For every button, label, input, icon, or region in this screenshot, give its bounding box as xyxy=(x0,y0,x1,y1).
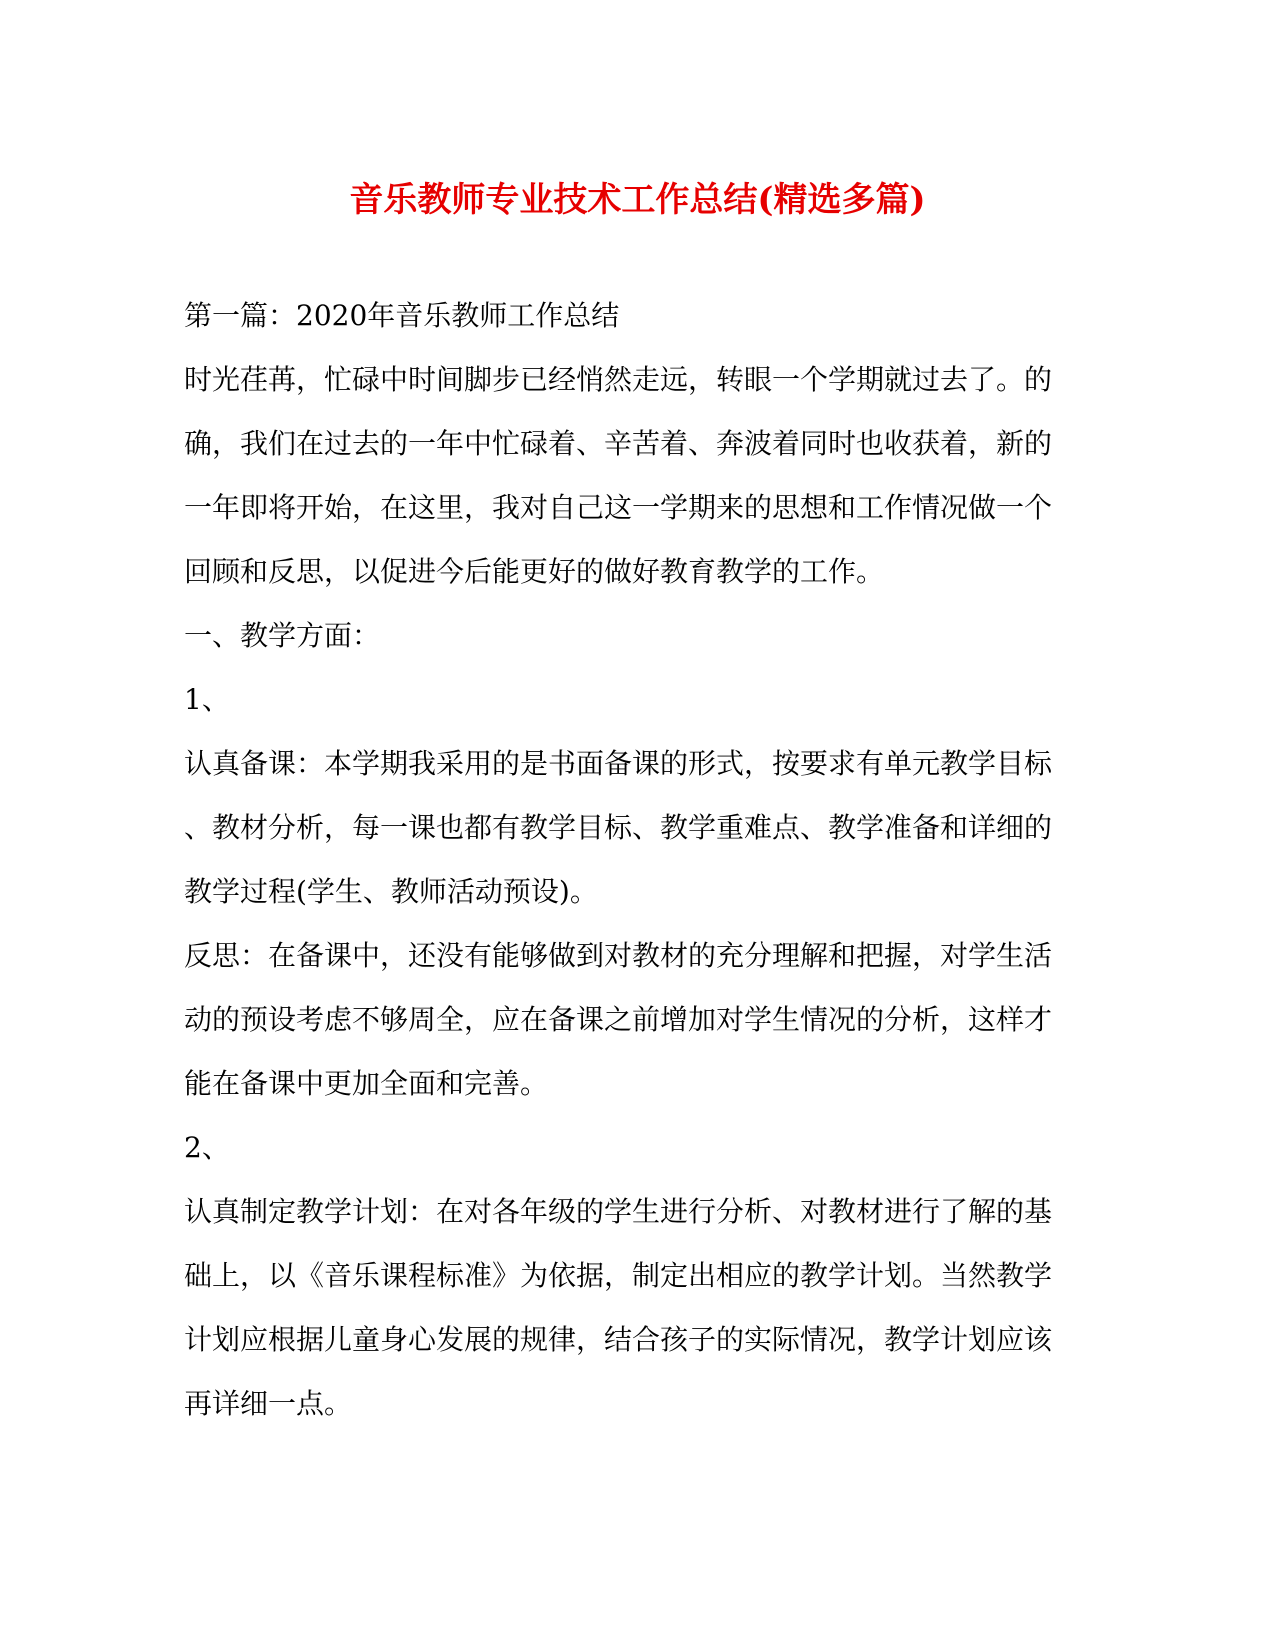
paragraph-line: 时光荏苒，忙碌中时间脚步已经悄然走远，转眼一个学期就过去了。的 xyxy=(184,363,1053,396)
paragraph-line: 、教材分析，每一课也都有教学目标、教学重难点、教学准备和详细的 xyxy=(184,811,1053,844)
paragraph-line: 动的预设考虑不够周全，应在备课之前增加对学生情况的分析，这样才 xyxy=(184,1003,1053,1036)
document-title: 音乐教师专业技术工作总结(精选多篇) xyxy=(349,180,926,220)
paragraph-line: 一年即将开始，在这里，我对自己这一学期来的思想和工作情况做一个 xyxy=(184,491,1053,524)
section-heading-part-one: 第一篇：2020年音乐教师工作总结 xyxy=(184,299,620,332)
paragraph-line: 确，我们在过去的一年中忙碌着、辛苦着、奔波着同时也收获着，新的 xyxy=(184,427,1053,460)
document-body xyxy=(184,284,1096,1436)
subheading-teaching: 一、教学方面： xyxy=(184,619,381,652)
paragraph-line: 教学过程(学生、教师活动预设)。 xyxy=(184,875,598,908)
paragraph-line: 再详细一点。 xyxy=(184,1387,353,1420)
paragraph-line: 计划应根据儿童身心发展的规律，结合孩子的实际情况，教学计划应该 xyxy=(184,1323,1053,1356)
paragraph-line: 反思：在备课中，还没有能够做到对教材的充分理解和把握，对学生活 xyxy=(184,939,1053,972)
paragraph-line: 能在备课中更加全面和完善。 xyxy=(184,1067,549,1100)
paragraph-line: 认真备课：本学期我采用的是书面备课的形式，按要求有单元教学目标 xyxy=(184,747,1053,780)
list-number-2: 2、 xyxy=(184,1131,230,1164)
list-number-1: 1、 xyxy=(184,683,230,716)
paragraph-line: 础上，以《音乐课程标准》为依据，制定出相应的教学计划。当然教学 xyxy=(184,1259,1053,1292)
paragraph-line: 回顾和反思，以促进今后能更好的做好教育教学的工作。 xyxy=(184,555,885,588)
paragraph-line: 认真制定教学计划：在对各年级的学生进行分析、对教材进行了解的基 xyxy=(184,1195,1053,1228)
